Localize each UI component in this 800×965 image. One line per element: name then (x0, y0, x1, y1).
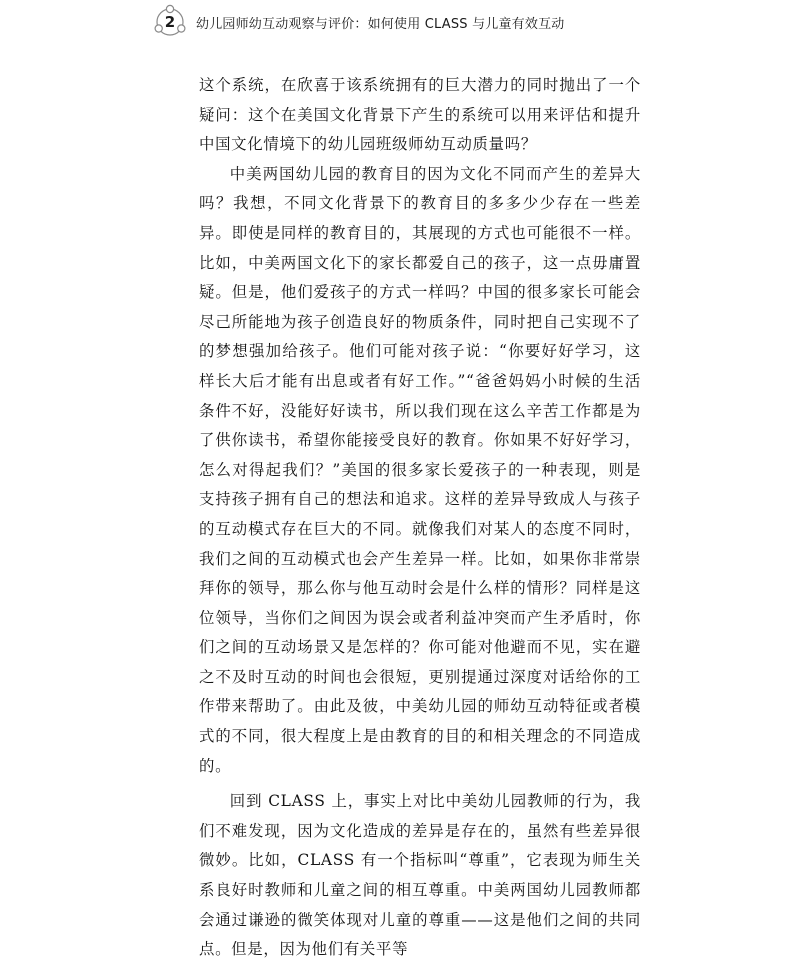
paragraph: 这个系统，在欣喜于该系统拥有的巨大潜力的同时抛出了一个疑问：这个在美国文化背景下产生的系统可以用来评估和提升中国文化情境下的幼儿园班级师幼互动质量吗？ (199, 76, 641, 154)
page-number: 2 (164, 13, 176, 31)
page-number-badge (150, 4, 190, 40)
book-title: 幼儿园师幼互动观察与评价：如何使用 CLASS 与儿童有效互动 (196, 16, 565, 32)
running-header (150, 4, 750, 40)
paragraph: 中美两国幼儿园的教育目的因为文化不同而产生的差异大吗？我想，不同文化背景下的教育目的多多少少存在一些差异。即使是同样的教育目的，其展现的方式也可能很不一样。比如，中美两国文化下的家长都爱自己的孩子，这一点毋庸置疑。但是，他们爱孩子的方式一样吗？中国的很多家长可能会尽己所能地为孩子创造良好的物质条件，同时把自己实现不了的梦想强加给孩子。他们可能对孩子说：“你要好好学习，这样长大后才能有出息或者有好工作。”“爸爸妈妈小时候的生活条件不好，没能好好读书，所以我们现在这么辛苦工作都是为了供你读书，希望你能接受良好的教育。你如果不好好学习，怎么对得起我们？”美国的很多家长爱孩子的一种表现，则是支持孩子拥有自己的想法和追求。这样的差异导致成人与孩子的互动模式存在巨大的不同。就像我们对某人的态度不同时，我们之间的互动模式也会产生差异一样。比如，如果你非常崇拜你的领导，那么你与他互动时会是什么样的情形？同样是这位领导，当你们之间因为误会或者利益冲突而产生矛盾时，你们之间的互动场景又是怎样的？你可能对他避而不见，实在避之不及时互动的时间也会很短，更别提通过深度对话给你的工作带来帮助了。由此及彼，中美幼儿园的师幼互动特征或者模式的不同，很大程度上是由教育的目的和相关理念的不同造成的。 (199, 164, 641, 775)
body-text (199, 71, 641, 965)
paragraph: 回到 CLASS 上，事实上对比中美幼儿园教师的行为，我们不难发现，因为文化造成的差异是存在的，虽然有些差异很微妙。比如，CLASS 有一个指标叫“尊重”，它表现为师生关系良好时教师和儿童之间的相互尊重。中美两国幼儿园教师都会通过谦逊的微笑体现对儿童的尊重——这是他们之间的共同点。但是，因为他们有关平等 (199, 792, 641, 959)
